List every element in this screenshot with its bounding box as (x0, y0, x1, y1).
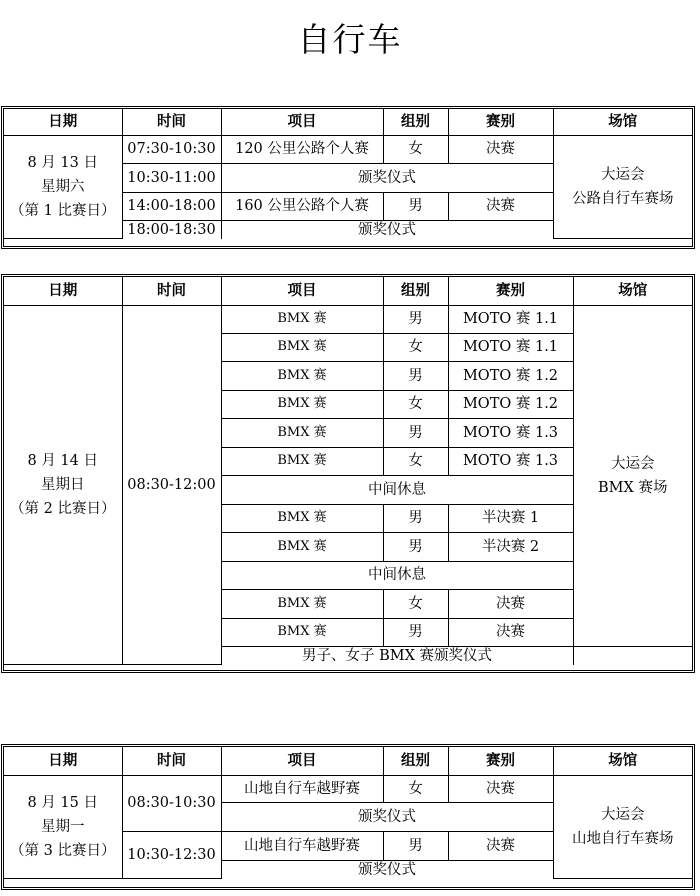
group-cell: 女 (383, 447, 448, 475)
group-cell: 女 (383, 589, 448, 618)
date-cell (4, 135, 122, 239)
weekday-text: 星期一 (41, 818, 85, 835)
event-cell: BMX 赛 (221, 532, 383, 561)
break-cell: 中间休息 (221, 475, 573, 504)
header-date: 日期 (4, 747, 122, 775)
group-cell: 男 (383, 192, 448, 220)
stage-cell: MOTO 赛 1.2 (448, 361, 573, 390)
event-cell: BMX 赛 (221, 589, 383, 618)
header-time: 时间 (122, 109, 221, 135)
group-cell: 男 (383, 504, 448, 532)
venue-line: 大运会 (611, 455, 655, 472)
time-cell: 10:30-12:30 (122, 831, 221, 879)
venue-cell (553, 775, 692, 879)
weekday-text: 星期六 (41, 178, 85, 195)
event-cell: BMX 赛 (221, 361, 383, 390)
event-cell: BMX 赛 (221, 447, 383, 475)
group-cell: 男 (383, 418, 448, 447)
stage-cell: 决赛 (448, 135, 553, 163)
event-cell: 山地自行车越野赛 (221, 775, 383, 802)
date-text: 8 月 13 日 (27, 154, 98, 171)
venue-line: 公路自行车赛场 (572, 190, 674, 207)
header-venue: 场馆 (573, 277, 692, 305)
event-cell: BMX 赛 (221, 305, 383, 333)
time-cell: 08:30-10:30 (122, 775, 221, 831)
date-text: 8 月 15 日 (27, 794, 98, 811)
stage-cell: 决赛 (448, 618, 573, 646)
header-group: 组别 (383, 747, 448, 775)
date-cell (4, 775, 122, 879)
stage-cell: MOTO 赛 1.1 (448, 305, 573, 333)
ceremony-cell: 颁奖仪式 (221, 860, 553, 879)
weekday-text: 星期日 (41, 476, 85, 493)
stage-cell: MOTO 赛 1.3 (448, 447, 573, 475)
stage-cell: MOTO 赛 1.2 (448, 390, 573, 418)
event-cell: 160 公里公路个人赛 (221, 192, 383, 220)
group-cell: 男 (383, 831, 448, 860)
group-cell: 男 (383, 305, 448, 333)
venue-line: BMX 赛场 (598, 479, 668, 496)
header-time: 时间 (122, 747, 221, 775)
time-cell: 07:30-10:30 (122, 135, 221, 163)
time-cell: 08:30-12:00 (122, 305, 221, 665)
header-event: 项目 (221, 747, 383, 775)
event-cell: BMX 赛 (221, 390, 383, 418)
match-day-text: （第 3 比赛日） (10, 842, 116, 859)
venue-cell (553, 135, 692, 239)
date-cell (4, 305, 122, 665)
time-cell: 14:00-18:00 (122, 192, 221, 220)
venue-line: 山地自行车赛场 (572, 830, 674, 847)
break-cell: 中间休息 (221, 561, 573, 589)
ceremony-cell: 颁奖仪式 (221, 220, 553, 239)
match-day-text: （第 2 比赛日） (10, 500, 116, 517)
group-cell: 男 (383, 532, 448, 561)
header-group: 组别 (383, 277, 448, 305)
stage-cell: 决赛 (448, 589, 573, 618)
stage-cell: 半决赛 2 (448, 532, 573, 561)
event-cell: BMX 赛 (221, 333, 383, 361)
header-time: 时间 (122, 277, 221, 305)
header-stage: 赛别 (448, 109, 553, 135)
event-cell: BMX 赛 (221, 504, 383, 532)
time-cell: 18:00-18:30 (122, 220, 221, 239)
header-event: 项目 (221, 277, 383, 305)
date-text: 8 月 14 日 (27, 452, 98, 469)
schedule-day2 (1, 274, 695, 673)
group-cell: 女 (383, 135, 448, 163)
stage-cell: 决赛 (448, 831, 553, 860)
stage-cell: 决赛 (448, 775, 553, 802)
stage-cell: 决赛 (448, 192, 553, 220)
schedule-day3 (1, 744, 695, 890)
page-title: 自行车 (297, 20, 403, 59)
header-stage: 赛别 (448, 747, 553, 775)
stage-cell: MOTO 赛 1.3 (448, 418, 573, 447)
header-venue: 场馆 (553, 109, 692, 135)
group-cell: 女 (383, 775, 448, 802)
ceremony-cell: 颁奖仪式 (221, 802, 553, 831)
venue-cell (573, 305, 692, 646)
venue-line: 大运会 (601, 806, 645, 823)
stage-cell: 半决赛 1 (448, 504, 573, 532)
event-cell: 120 公里公路个人赛 (221, 135, 383, 163)
event-cell: BMX 赛 (221, 418, 383, 447)
group-cell: 女 (383, 390, 448, 418)
group-cell: 男 (383, 618, 448, 646)
event-cell: 山地自行车越野赛 (221, 831, 383, 860)
group-cell: 女 (383, 333, 448, 361)
time-cell: 10:30-11:00 (122, 163, 221, 192)
header-event: 项目 (221, 109, 383, 135)
header-stage: 赛别 (448, 277, 573, 305)
empty-venue-cell (573, 646, 692, 665)
ceremony-cell: 颁奖仪式 (221, 163, 553, 192)
schedule-day1 (1, 106, 695, 249)
event-cell: BMX 赛 (221, 618, 383, 646)
header-group: 组别 (383, 109, 448, 135)
ceremony-cell: 男子、女子 BMX 赛颁奖仪式 (221, 646, 573, 665)
match-day-text: （第 1 比赛日） (10, 202, 116, 219)
header-date: 日期 (4, 277, 122, 305)
stage-cell: MOTO 赛 1.1 (448, 333, 573, 361)
venue-line: 大运会 (601, 166, 645, 183)
group-cell: 男 (383, 361, 448, 390)
header-date: 日期 (4, 109, 122, 135)
header-venue: 场馆 (553, 747, 692, 775)
